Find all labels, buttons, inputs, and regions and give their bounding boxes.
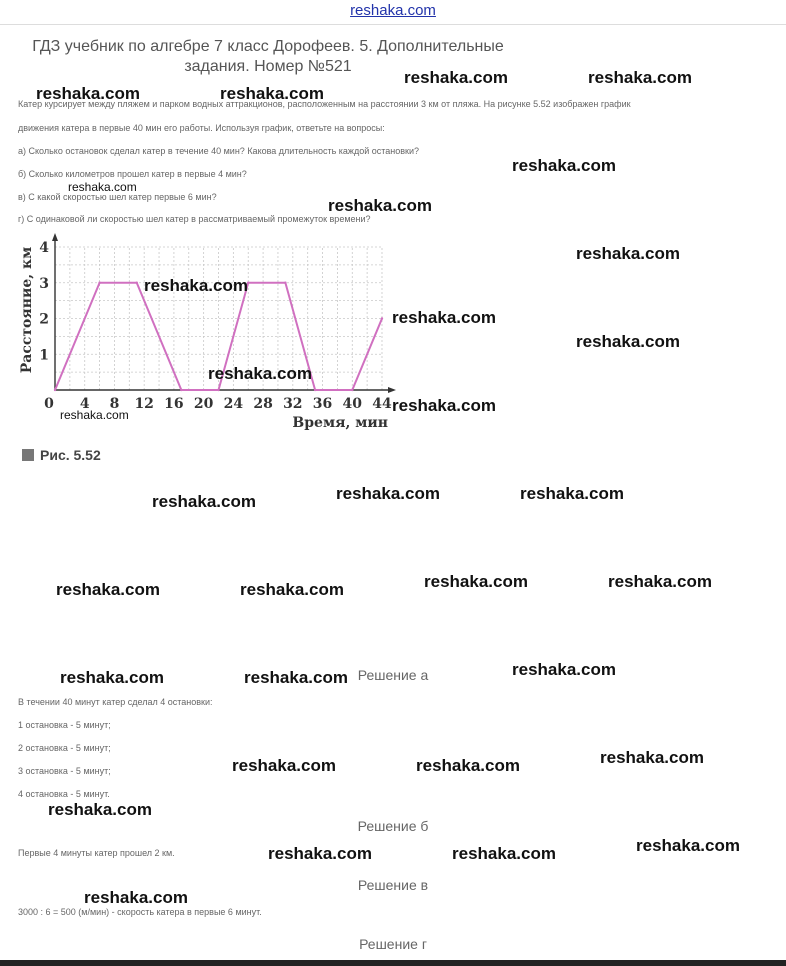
solution-line: 4 остановка - 5 минут. — [18, 789, 110, 799]
y-tick-label: 3 — [39, 275, 49, 292]
y-tick-label: 2 — [39, 311, 49, 328]
watermark: reshaka.com — [576, 244, 680, 263]
watermark: reshaka.com — [576, 332, 680, 351]
watermark: reshaka.com — [336, 484, 440, 503]
problem-line: Катер курсирует между пляжем и парком водных аттракционов, расположенным на расстоянии 3 км от пляжа. На рисунке 5.52 изображен график — [18, 99, 631, 109]
data-point — [284, 282, 286, 284]
problem-line: движения катера в первые 40 мин его работы. Используя график, ответьте на вопросы: — [18, 123, 385, 133]
data-point — [54, 389, 56, 391]
x-tick-label: 24 — [223, 396, 244, 412]
solution-line: 3 остановка - 5 минут; — [18, 766, 111, 776]
data-point — [381, 317, 383, 319]
x-tick-label: 28 — [253, 396, 273, 412]
watermark: reshaka.com — [144, 276, 248, 295]
data-point — [98, 282, 100, 284]
x-tick-label: 8 — [109, 396, 120, 412]
solution-line: 2 остановка - 5 минут; — [18, 743, 111, 753]
x-tick-label: 0 — [44, 396, 54, 412]
site-link[interactable]: reshaka.com — [350, 2, 436, 19]
watermark: reshaka.com — [56, 580, 160, 599]
x-tick-label: 4 — [79, 396, 90, 412]
x-axis-label: Время, мин — [292, 415, 388, 431]
watermark: reshaka.com — [220, 84, 324, 103]
problem-line: б) Сколько километров прошел катер в первые 4 мин? — [18, 169, 247, 179]
solution-b-heading: Решение б — [357, 818, 429, 834]
watermark: reshaka.com — [208, 364, 312, 383]
watermark: reshaka.com — [424, 572, 528, 591]
watermark: reshaka.com — [608, 572, 712, 591]
solution-line: Первые 4 минуты катер прошел 2 км. — [18, 848, 175, 858]
watermark: reshaka.com — [36, 84, 140, 103]
y-axis-label: Расстояние, км — [19, 246, 35, 374]
data-point — [314, 389, 316, 391]
page-title: ГДЗ учебник по алгебре 7 класс Дорофеев. 5. Дополнительные задания. Номер №521 — [32, 38, 504, 75]
watermark: reshaka.com — [328, 196, 432, 215]
x-axis-arrow-icon — [388, 387, 396, 393]
x-tick-label: 32 — [283, 396, 303, 412]
problem-line: в) С какой скоростью шел катер первые 6 мин? — [18, 192, 217, 202]
bottom-bar — [0, 960, 786, 966]
watermark: reshaka.com — [392, 396, 496, 415]
solution-line: 3000 : 6 = 500 (м/мин) - скорость катера в первые 6 минут. — [18, 907, 262, 917]
problem-line: а) Сколько остановок сделал катер в течение 40 мин? Какова длительность каждой остановки? — [18, 146, 419, 156]
watermark: reshaka.com — [520, 484, 624, 503]
caption-square-icon — [22, 449, 34, 461]
problem-line: г) С одинаковой ли скоростью шел катер в рассматриваемый промежуток времени? — [18, 214, 371, 224]
x-tick-label: 36 — [312, 396, 333, 412]
x-tick-label: 40 — [342, 396, 363, 412]
watermark: reshaka.com — [244, 668, 348, 687]
y-tick-label: 4 — [39, 240, 49, 256]
watermark: reshaka.com — [404, 68, 508, 87]
solution-c-heading: Решение в — [357, 877, 429, 893]
watermark: reshaka.com — [268, 844, 372, 863]
watermark: reshaka.com — [452, 844, 556, 863]
solution-line: В течении 40 минут катер сделал 4 остановки: — [18, 697, 213, 707]
data-point — [180, 389, 182, 391]
watermark: reshaka.com — [60, 408, 129, 422]
figure-caption-text: Рис. 5.52 — [40, 447, 101, 463]
watermark: reshaka.com — [600, 748, 704, 767]
watermark: reshaka.com — [512, 156, 616, 175]
watermark: reshaka.com — [392, 308, 496, 327]
solution-a-heading: Решение а — [357, 667, 429, 683]
watermark: reshaka.com — [232, 756, 336, 775]
x-tick-label: 16 — [164, 396, 184, 412]
x-tick-label: 12 — [134, 396, 154, 412]
watermark: reshaka.com — [84, 888, 188, 907]
y-axis-arrow-icon — [52, 233, 58, 241]
watermark: reshaka.com — [68, 180, 137, 194]
solution-line: 1 остановка - 5 минут; — [18, 720, 111, 730]
watermark: reshaka.com — [152, 492, 256, 511]
figure-caption — [22, 447, 101, 463]
distance-time-chart — [0, 228, 400, 438]
x-tick-label: 44 — [372, 396, 392, 412]
data-point — [136, 282, 138, 284]
watermark: reshaka.com — [512, 660, 616, 679]
x-tick-label: 20 — [193, 396, 214, 412]
y-tick-label: 1 — [39, 347, 49, 364]
watermark: reshaka.com — [60, 668, 164, 687]
data-point — [217, 389, 219, 391]
watermark: reshaka.com — [588, 68, 692, 87]
data-point — [351, 389, 353, 391]
watermark: reshaka.com — [416, 756, 520, 775]
header-divider — [0, 24, 786, 25]
watermark: reshaka.com — [48, 800, 152, 819]
watermark: reshaka.com — [636, 836, 740, 855]
watermark: reshaka.com — [240, 580, 344, 599]
solution-d-heading: Решение г — [359, 936, 427, 952]
